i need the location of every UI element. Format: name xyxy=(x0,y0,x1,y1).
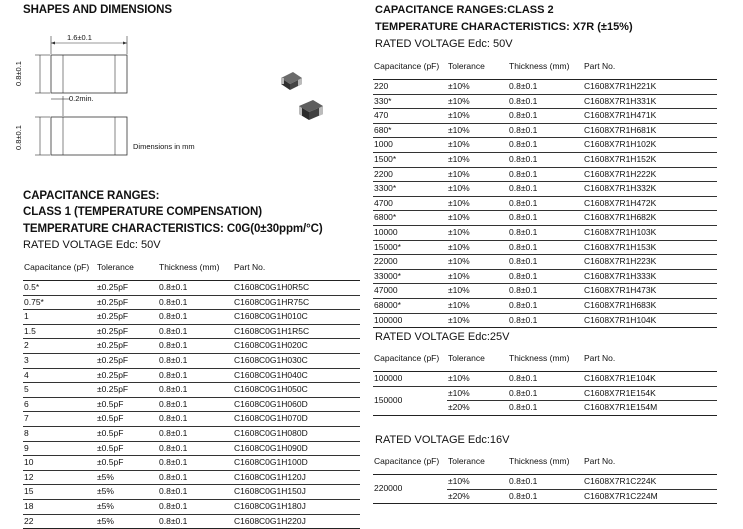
dimensions-note: Dimensions in mm xyxy=(133,142,195,151)
col-capacitance: Capacitance (pF) xyxy=(373,347,447,372)
part-no-cell: C1608X7R1H104K xyxy=(583,313,717,328)
part-no-cell: C1608X7R1H473K xyxy=(583,284,717,299)
capacitance-cell: 1500* xyxy=(373,152,447,167)
capacitance-cell: 22000 xyxy=(373,255,447,270)
capacitance-cell: 68000* xyxy=(373,298,447,313)
capacitance-cell: 0.5* xyxy=(23,281,96,296)
capacitance-cell: 18 xyxy=(23,499,96,514)
part-no-cell: C1608C0G1H100D xyxy=(233,456,360,471)
part-no-cell: C1608X7R1H221K xyxy=(583,80,717,95)
capacitance-cell: 7 xyxy=(23,412,96,427)
capacitance-cell: 9 xyxy=(23,441,96,456)
tolerance-cell: ±0.25pF xyxy=(96,383,158,398)
tolerance-cell: ±10% xyxy=(447,240,508,255)
tolerance-cell: ±10% xyxy=(447,269,508,284)
tolerance-cell: ±0.25pF xyxy=(96,310,158,325)
table-row xyxy=(373,372,717,387)
thickness-cell: 0.8±0.1 xyxy=(508,182,583,197)
part-no-cell: C1608X7R1C224K xyxy=(583,475,717,490)
tolerance-cell: ±10% xyxy=(447,94,508,109)
height-dimension-bottom: 0.8±0.1 xyxy=(14,125,23,150)
tolerance-cell: ±10% xyxy=(447,313,508,328)
capacitance-cell: 5 xyxy=(23,383,96,398)
capacitance-cell: 470 xyxy=(373,109,447,124)
part-no-cell: C1608X7R1E154M xyxy=(583,401,717,416)
part-no-cell: C1608C0G1H010C xyxy=(233,310,360,325)
tolerance-cell: ±20% xyxy=(447,401,508,416)
capacitance-cell: 6 xyxy=(23,397,96,412)
part-no-cell: C1608X7R1H223K xyxy=(583,255,717,270)
part-no-cell: C1608C0G1H0R5C xyxy=(233,281,360,296)
part-no-cell: C1608X7R1H683K xyxy=(583,298,717,313)
thickness-cell: 0.8±0.1 xyxy=(508,123,583,138)
thickness-cell: 0.8±0.1 xyxy=(158,295,233,310)
height-dimension-top: 0.8±0.1 xyxy=(14,61,23,86)
c0g-temp-title: TEMPERATURE CHARACTERISTICS: C0G(0±30ppm/°C) xyxy=(23,223,323,235)
table-row xyxy=(373,298,717,313)
col-capacitance: Capacitance (pF) xyxy=(373,450,447,475)
part-no-cell: C1608C0G1H090D xyxy=(233,441,360,456)
thickness-cell: 0.8±0.1 xyxy=(508,240,583,255)
tolerance-cell: ±10% xyxy=(447,298,508,313)
thickness-cell: 0.8±0.1 xyxy=(508,80,583,95)
tolerance-cell: ±0.5pF xyxy=(96,412,158,427)
table-row xyxy=(373,109,717,124)
part-no-cell: C1608X7R1H682K xyxy=(583,211,717,226)
col-thickness: Thickness (mm) xyxy=(158,256,233,281)
tolerance-cell: ±0.25pF xyxy=(96,368,158,383)
part-no-cell: C1608X7R1C224M xyxy=(583,489,717,504)
col-thickness: Thickness (mm) xyxy=(508,55,583,80)
capacitance-cell: 12 xyxy=(23,470,96,485)
col-part-no: Part No. xyxy=(583,347,717,372)
tolerance-cell: ±10% xyxy=(447,372,508,387)
tolerance-cell: ±0.25pF xyxy=(96,324,158,339)
chip-dimension-drawing xyxy=(20,28,210,158)
thickness-cell: 0.8±0.1 xyxy=(508,372,583,387)
table-row xyxy=(23,397,360,412)
class2-title: CAPACITANCE RANGES:CLASS 2 xyxy=(375,4,554,16)
tolerance-cell: ±10% xyxy=(447,138,508,153)
capacitance-cell: 15 xyxy=(23,485,96,500)
thickness-cell: 0.8±0.1 xyxy=(158,470,233,485)
thickness-cell: 0.8±0.1 xyxy=(158,441,233,456)
length-dimension: 1.6±0.1 xyxy=(67,33,92,42)
capacitance-cell: 100000 xyxy=(373,313,447,328)
thickness-cell: 0.8±0.1 xyxy=(158,383,233,398)
table-row xyxy=(23,339,360,354)
table-row xyxy=(23,324,360,339)
part-no-cell: C1608X7R1H332K xyxy=(583,182,717,197)
thickness-cell: 0.8±0.1 xyxy=(508,298,583,313)
thickness-cell: 0.8±0.1 xyxy=(158,485,233,500)
thickness-cell: 0.8±0.1 xyxy=(508,109,583,124)
capacitance-cell: 33000* xyxy=(373,269,447,284)
table-row xyxy=(373,138,717,153)
table-row xyxy=(373,313,717,328)
part-no-cell: C1608X7R1H153K xyxy=(583,240,717,255)
part-no-cell: C1608C0G1H060D xyxy=(233,397,360,412)
table-row xyxy=(23,412,360,427)
capacitance-cell: 22 xyxy=(23,514,96,529)
col-part-no: Part No. xyxy=(583,55,717,80)
part-no-cell: C1608C0G1H120J xyxy=(233,470,360,485)
rated-voltage-25v: RATED VOLTAGE Edc:25V xyxy=(375,331,510,343)
part-no-cell: C1608C0G1H070D xyxy=(233,412,360,427)
capacitance-cell: 220 xyxy=(373,80,447,95)
thickness-cell: 0.8±0.1 xyxy=(508,255,583,270)
thickness-cell: 0.8±0.1 xyxy=(508,138,583,153)
col-thickness: Thickness (mm) xyxy=(508,347,583,372)
table-row xyxy=(373,94,717,109)
table-row xyxy=(373,211,717,226)
capacitance-cell: 1000 xyxy=(373,138,447,153)
chip-photo-1 xyxy=(278,70,304,92)
tolerance-cell: ±0.25pF xyxy=(96,353,158,368)
tolerance-cell: ±5% xyxy=(96,514,158,529)
table-row xyxy=(23,310,360,325)
capacitance-cell: 2 xyxy=(23,339,96,354)
col-tolerance: Tolerance xyxy=(447,347,508,372)
col-capacitance: Capacitance (pF) xyxy=(373,55,447,80)
thickness-cell: 0.8±0.1 xyxy=(158,310,233,325)
tolerance-cell: ±0.5pF xyxy=(96,397,158,412)
tolerance-cell: ±5% xyxy=(96,470,158,485)
tolerance-cell: ±10% xyxy=(447,152,508,167)
shapes-title: SHAPES AND DIMENSIONS xyxy=(23,4,172,16)
capacitance-cell: 1.5 xyxy=(23,324,96,339)
tolerance-cell: ±5% xyxy=(96,499,158,514)
table-row xyxy=(23,485,360,500)
table-row xyxy=(23,499,360,514)
tolerance-cell: ±10% xyxy=(447,123,508,138)
tolerance-cell: ±10% xyxy=(447,182,508,197)
part-no-cell: C1608C0G1H180J xyxy=(233,499,360,514)
tolerance-cell: ±0.25pF xyxy=(96,339,158,354)
thickness-cell: 0.8±0.1 xyxy=(158,499,233,514)
tolerance-cell: ±10% xyxy=(447,225,508,240)
table-row xyxy=(373,167,717,182)
part-no-cell: C1608C0G1HR75C xyxy=(233,295,360,310)
x7r-temp-title: TEMPERATURE CHARACTERISTICS: X7R (±15%) xyxy=(375,21,633,33)
x7r-16v-table xyxy=(373,450,717,504)
tolerance-cell: ±10% xyxy=(447,255,508,270)
thickness-cell: 0.8±0.1 xyxy=(508,475,583,490)
table-row xyxy=(373,182,717,197)
part-no-cell: C1608C0G1H150J xyxy=(233,485,360,500)
table-row xyxy=(23,353,360,368)
part-no-cell: C1608X7R1E104K xyxy=(583,372,717,387)
capacitance-cell: 100000 xyxy=(373,372,447,387)
x7r-25v-table xyxy=(373,347,717,416)
tolerance-cell: ±10% xyxy=(447,475,508,490)
thickness-cell: 0.8±0.1 xyxy=(508,284,583,299)
capacitance-cell: 15000* xyxy=(373,240,447,255)
thickness-cell: 0.8±0.1 xyxy=(158,368,233,383)
col-part-no: Part No. xyxy=(583,450,717,475)
part-no-cell: C1608C0G1H030C xyxy=(233,353,360,368)
table-row xyxy=(23,426,360,441)
part-no-cell: C1608X7R1H472K xyxy=(583,196,717,211)
thickness-cell: 0.8±0.1 xyxy=(158,426,233,441)
capacitance-cell: 0.75* xyxy=(23,295,96,310)
tolerance-cell: ±20% xyxy=(447,489,508,504)
table-row xyxy=(23,383,360,398)
part-no-cell: C1608X7R1H102K xyxy=(583,138,717,153)
tolerance-cell: ±10% xyxy=(447,211,508,226)
thickness-cell: 0.8±0.1 xyxy=(508,269,583,284)
capacitance-cell: 1 xyxy=(23,310,96,325)
table-row xyxy=(23,470,360,485)
table-row xyxy=(23,281,360,296)
tolerance-cell: ±0.5pF xyxy=(96,441,158,456)
table-row xyxy=(23,368,360,383)
col-part-no: Part No. xyxy=(233,256,360,281)
tolerance-cell: ±10% xyxy=(447,386,508,401)
tolerance-cell: ±10% xyxy=(447,109,508,124)
col-thickness: Thickness (mm) xyxy=(508,450,583,475)
part-no-cell: C1608C0G1H080D xyxy=(233,426,360,441)
table-row xyxy=(373,152,717,167)
table-row xyxy=(373,255,717,270)
tolerance-cell: ±10% xyxy=(447,167,508,182)
part-no-cell: C1608X7R1H152K xyxy=(583,152,717,167)
thickness-cell: 0.8±0.1 xyxy=(508,167,583,182)
thickness-cell: 0.8±0.1 xyxy=(508,225,583,240)
x7r-50v-table xyxy=(373,55,717,328)
thickness-cell: 0.8±0.1 xyxy=(158,281,233,296)
chip-photo-2 xyxy=(296,97,326,123)
table-row xyxy=(373,240,717,255)
part-no-cell: C1608C0G1H050C xyxy=(233,383,360,398)
tolerance-cell: ±0.5pF xyxy=(96,426,158,441)
thickness-cell: 0.8±0.1 xyxy=(508,386,583,401)
part-no-cell: C1608X7R1H222K xyxy=(583,167,717,182)
thickness-cell: 0.8±0.1 xyxy=(158,339,233,354)
capacitance-cell: 680* xyxy=(373,123,447,138)
gap-dimension: 0.2min. xyxy=(69,94,94,103)
part-no-cell: C1608X7R1E154K xyxy=(583,386,717,401)
tolerance-cell: ±10% xyxy=(447,284,508,299)
table-row xyxy=(23,456,360,471)
tolerance-cell: ±0.25pF xyxy=(96,281,158,296)
thickness-cell: 0.8±0.1 xyxy=(508,152,583,167)
table-row xyxy=(373,284,717,299)
thickness-cell: 0.8±0.1 xyxy=(508,196,583,211)
thickness-cell: 0.8±0.1 xyxy=(508,401,583,416)
table-row xyxy=(373,225,717,240)
thickness-cell: 0.8±0.1 xyxy=(158,514,233,529)
rated-voltage-16v: RATED VOLTAGE Edc:16V xyxy=(375,434,510,446)
tolerance-cell: ±10% xyxy=(447,80,508,95)
capacitance-cell: 220000 xyxy=(374,483,403,494)
table-row xyxy=(373,80,717,95)
thickness-cell: 0.8±0.1 xyxy=(508,489,583,504)
table-row xyxy=(373,386,717,401)
capacitance-cell: 4700 xyxy=(373,196,447,211)
table-row xyxy=(23,514,360,529)
rated-voltage-50v-left: RATED VOLTAGE Edc: 50V xyxy=(23,239,161,251)
capacitance-cell: 6800* xyxy=(373,211,447,226)
thickness-cell: 0.8±0.1 xyxy=(158,353,233,368)
capacitance-cell: 330* xyxy=(373,94,447,109)
col-tolerance: Tolerance xyxy=(447,55,508,80)
capacitance-cell: 10 xyxy=(23,456,96,471)
table-row xyxy=(373,123,717,138)
table-row xyxy=(23,295,360,310)
capacitance-cell: 8 xyxy=(23,426,96,441)
part-no-cell: C1608X7R1H333K xyxy=(583,269,717,284)
capacitance-cell: 150000 xyxy=(374,394,403,405)
capacitance-cell: 10000 xyxy=(373,225,447,240)
thickness-cell: 0.8±0.1 xyxy=(508,94,583,109)
part-no-cell: C1608X7R1H103K xyxy=(583,225,717,240)
capacitance-cell: 4 xyxy=(23,368,96,383)
thickness-cell: 0.8±0.1 xyxy=(508,313,583,328)
thickness-cell: 0.8±0.1 xyxy=(508,211,583,226)
thickness-cell: 0.8±0.1 xyxy=(158,324,233,339)
capacitance-cell: 2200 xyxy=(373,167,447,182)
part-no-cell: C1608X7R1H681K xyxy=(583,123,717,138)
part-no-cell: C1608C0G1H040C xyxy=(233,368,360,383)
table-row xyxy=(23,441,360,456)
cap-ranges-title: CAPACITANCE RANGES: xyxy=(23,190,160,202)
capacitance-cell: 3 xyxy=(23,353,96,368)
c0g-table xyxy=(23,256,360,529)
part-no-cell: C1608C0G1H220J xyxy=(233,514,360,529)
table-row xyxy=(373,269,717,284)
tolerance-cell: ±0.25pF xyxy=(96,295,158,310)
capacitance-cell: 3300* xyxy=(373,182,447,197)
part-no-cell: C1608C0G1H020C xyxy=(233,339,360,354)
col-tolerance: Tolerance xyxy=(96,256,158,281)
part-no-cell: C1608X7R1H471K xyxy=(583,109,717,124)
col-capacitance: Capacitance (pF) xyxy=(23,256,96,281)
thickness-cell: 0.8±0.1 xyxy=(158,412,233,427)
tolerance-cell: ±10% xyxy=(447,196,508,211)
rated-voltage-50v-right: RATED VOLTAGE Edc: 50V xyxy=(375,38,513,50)
thickness-cell: 0.8±0.1 xyxy=(158,397,233,412)
part-no-cell: C1608X7R1H331K xyxy=(583,94,717,109)
thickness-cell: 0.8±0.1 xyxy=(158,456,233,471)
tolerance-cell: ±0.5pF xyxy=(96,456,158,471)
tolerance-cell: ±5% xyxy=(96,485,158,500)
col-tolerance: Tolerance xyxy=(447,450,508,475)
part-no-cell: C1608C0G1H1R5C xyxy=(233,324,360,339)
capacitance-cell: 47000 xyxy=(373,284,447,299)
table-row xyxy=(373,196,717,211)
class1-title: CLASS 1 (TEMPERATURE COMPENSATION) xyxy=(23,206,262,218)
table-row xyxy=(373,475,717,490)
